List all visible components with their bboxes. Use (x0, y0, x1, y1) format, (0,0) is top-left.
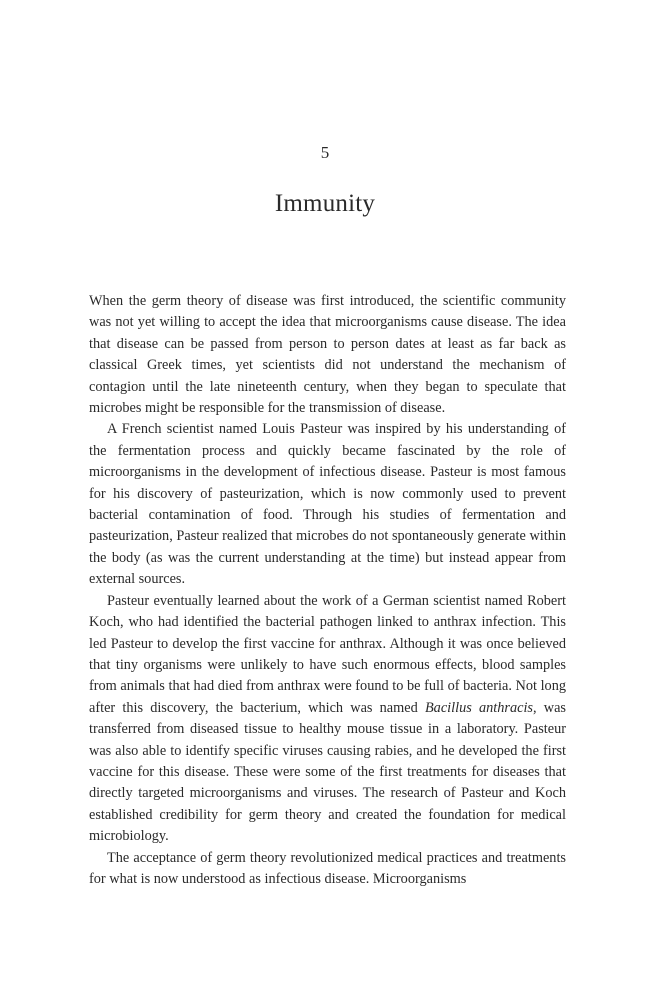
paragraph-2: A French scientist named Louis Pasteur was inspired by his understanding of the fermentation process and quickly became fascinated by the role of microorganisms in the development of infectious disease. Pasteur is most famous for his discovery of pasteurization, which is now commonly used to prevent bacterial contamination of food. Through his studies of fermentation and pasteurization, Pasteur realized that microbes do not spontaneously generate within the body (as was the current understanding at the time) but instead appear from external sources. (89, 421, 566, 588)
paragraph-4: The acceptance of germ theory revolutionized medical practices and treatments for what is now understood as infectious disease. Microorganisms (89, 849, 566, 887)
species-name: Bacillus anthracis (424, 699, 533, 716)
chapter-title: Immunity (274, 190, 376, 217)
paragraph-1: When the germ theory of disease was first introduced, the scientific community was not yet willing to accept the idea that microorganisms cause disease. The idea that disease can be passed from person to person dates at least as far back as classical Greek times, yet scientists did not understand the mechanism of contagion until the late nineteenth century, when they began to speculate that microbes might be responsible for the transmission of disease. (89, 293, 566, 417)
paragraph-3-text-after: , was transferred from diseased tissue to healthy mouse tissue in a laboratory. Pasteur was also able to identify specific viruses causing rabies, and he developed the first vaccine for this disease. These were some of the first treatments for diseases that directly targeted microorganisms and viruses. The research of Pasteur and Koch established credibility for germ theory and created the foundation for medical microbiology. (89, 699, 566, 845)
paragraph-3 (89, 591, 566, 848)
chapter-number: 5 (320, 143, 330, 162)
chapter-body (89, 291, 566, 890)
paragraph-3-text-before: Pasteur eventually learned about the work of a German scientist named Robert Koch, who had identified the bacterial pathogen linked to anthrax infection. This led Pasteur to develop the first vaccine for anthrax. Although it was once believed that tiny organisms were unlikely to have such enormous effects, blood samples from animals that had died from anthrax were found to be full of bacteria. Not long after this discovery, the bacterium, which was named (89, 592, 566, 716)
